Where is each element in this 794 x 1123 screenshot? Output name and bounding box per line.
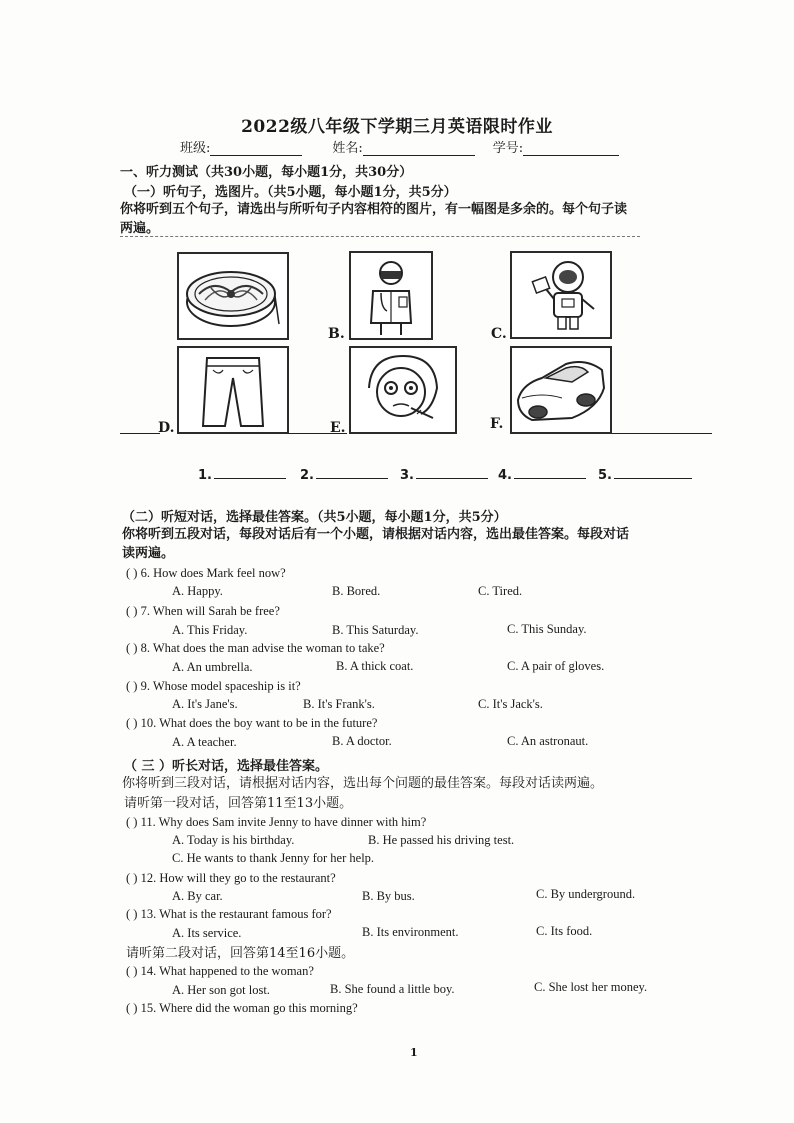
- answer-paren[interactable]: ( ): [126, 871, 138, 885]
- tart-icon: [179, 254, 287, 338]
- answer-paren[interactable]: ( ): [126, 815, 138, 829]
- picture-c: [510, 251, 612, 339]
- section-heading: 一、听力测试（共30小题，每小题1分，共30分）: [120, 165, 413, 180]
- question-12: ( ) 12. How will they go to the restaurant?: [126, 871, 336, 885]
- answer-paren[interactable]: ( ): [126, 604, 138, 618]
- option[interactable]: C. An astronaut.: [507, 734, 589, 748]
- id-label: 学号:: [492, 141, 524, 156]
- name-label: 姓名:: [332, 141, 363, 156]
- option[interactable]: C. It's Jack's.: [478, 697, 543, 711]
- part2-instruction: 你将听到五段对话，每段对话后有一个小题，请根据对话内容，选出最佳答案。每段对话 读两遍。: [122, 527, 630, 561]
- option[interactable]: B. Bored.: [332, 584, 381, 598]
- answer-paren[interactable]: ( ): [126, 964, 138, 978]
- option[interactable]: C. By underground.: [536, 887, 636, 901]
- answer-paren[interactable]: ( ): [126, 1001, 138, 1015]
- option[interactable]: A. A teacher.: [172, 735, 237, 749]
- id-field[interactable]: [523, 141, 619, 156]
- picture-c-label: C.: [491, 326, 507, 342]
- picture-b: [349, 251, 433, 340]
- option[interactable]: B. This Saturday.: [332, 623, 419, 637]
- picture-e: [349, 346, 457, 434]
- dialog2-label: 请听第二段对话，回答第14至16小题。: [126, 946, 355, 961]
- question-10: ( ) 10. What does the boy want to be in the future?: [126, 716, 378, 730]
- student-info-row: [180, 137, 619, 156]
- page-title: 2022级八年级下学期三月英语限时作业: [241, 117, 553, 137]
- sick-girl-icon: [351, 348, 455, 432]
- question-11: ( ) 11. Why does Sam invite Jenny to have dinner with him?: [126, 815, 427, 829]
- part1-heading: （一）听句子，选图片。（共5小题，每小题1分，共5分）: [124, 185, 457, 200]
- doctor-icon: [351, 253, 431, 338]
- option[interactable]: A. An umbrella.: [172, 660, 253, 674]
- option[interactable]: B. He passed his driving test.: [368, 833, 515, 847]
- question-7: ( ) 7. When will Sarah be free?: [126, 604, 280, 618]
- option[interactable]: B. She found a little boy.: [330, 982, 455, 996]
- part1-instruction: 你将听到五个句子，请选出与所听句子内容相符的图片，有一幅图是多余的。每个句子读 两遍。: [120, 202, 628, 236]
- part3-heading: （ 三 ）听长对话，选择最佳答案。: [124, 759, 329, 774]
- answer-blank[interactable]: 2.: [300, 466, 388, 483]
- option[interactable]: C. She lost her money.: [534, 980, 648, 994]
- answer-paren[interactable]: ( ): [126, 716, 138, 730]
- answer-paren[interactable]: ( ): [126, 679, 138, 693]
- option[interactable]: A. Happy.: [172, 584, 223, 598]
- class-field[interactable]: [210, 141, 302, 156]
- picture-a: [177, 252, 289, 340]
- car-icon: [512, 348, 610, 432]
- page-number: 1: [410, 1046, 418, 1059]
- trousers-icon: [179, 348, 287, 432]
- picture-b-label: B.: [328, 326, 345, 342]
- question-15: ( ) 15. Where did the woman go this morning?: [126, 1001, 358, 1015]
- option[interactable]: C. This Sunday.: [507, 622, 587, 636]
- astronaut-icon: [512, 253, 610, 337]
- answer-paren[interactable]: ( ): [126, 907, 138, 921]
- name-field[interactable]: [363, 141, 475, 156]
- option[interactable]: A. Today is his birthday.: [172, 833, 295, 847]
- question-9: ( ) 9. Whose model spaceship is it?: [126, 679, 301, 693]
- picture-d-label: D.: [158, 420, 175, 436]
- option[interactable]: B. Its environment.: [362, 925, 459, 939]
- rule: [287, 433, 347, 434]
- picture-f-label: F.: [490, 416, 504, 432]
- answer-blank[interactable]: 1.: [198, 466, 286, 483]
- option[interactable]: B. By bus.: [362, 889, 415, 903]
- part2-heading: （二）听短对话，选择最佳答案。（共5小题，每小题1分，共5分）: [122, 510, 507, 525]
- option[interactable]: A. Its service.: [172, 926, 242, 940]
- picture-e-label: E.: [330, 420, 346, 436]
- option[interactable]: A. This Friday.: [172, 623, 248, 637]
- option[interactable]: C. A pair of gloves.: [507, 659, 605, 673]
- rule: [612, 433, 712, 434]
- option[interactable]: C. Tired.: [478, 584, 523, 598]
- divider: [120, 236, 640, 237]
- picture-f: [510, 346, 612, 434]
- answer-blank[interactable]: 4.: [498, 466, 586, 483]
- question-14: ( ) 14. What happened to the woman?: [126, 964, 314, 978]
- option[interactable]: B. It's Frank's.: [303, 697, 375, 711]
- answer-paren[interactable]: ( ): [126, 641, 138, 655]
- option[interactable]: A. It's Jane's.: [172, 697, 238, 711]
- option[interactable]: C. Its food.: [536, 924, 593, 938]
- class-label: 班级:: [180, 141, 211, 156]
- option[interactable]: B. A doctor.: [332, 734, 392, 748]
- option[interactable]: B. A thick coat.: [336, 659, 414, 673]
- dialog1-label: 请听第一段对话，回答第11至13小题。: [124, 796, 353, 811]
- option[interactable]: A. By car.: [172, 889, 223, 903]
- question-8: ( ) 8. What does the man advise the woman to take?: [126, 641, 385, 655]
- option[interactable]: C. He wants to thank Jenny for her help.: [172, 851, 375, 865]
- question-6: ( ) 6. How does Mark feel now?: [126, 566, 286, 580]
- rule: [120, 433, 160, 434]
- option[interactable]: A. Her son got lost.: [172, 983, 270, 997]
- part3-instruction: 你将听到三段对话，请根据对话内容，选出每个问题的最佳答案。每段对话读两遍。: [122, 776, 604, 791]
- answer-blank[interactable]: 3.: [400, 466, 488, 483]
- picture-d: [177, 346, 289, 434]
- answer-paren[interactable]: ( ): [126, 566, 138, 580]
- answer-blank[interactable]: 5.: [598, 466, 692, 483]
- question-13: ( ) 13. What is the restaurant famous for?: [126, 907, 332, 921]
